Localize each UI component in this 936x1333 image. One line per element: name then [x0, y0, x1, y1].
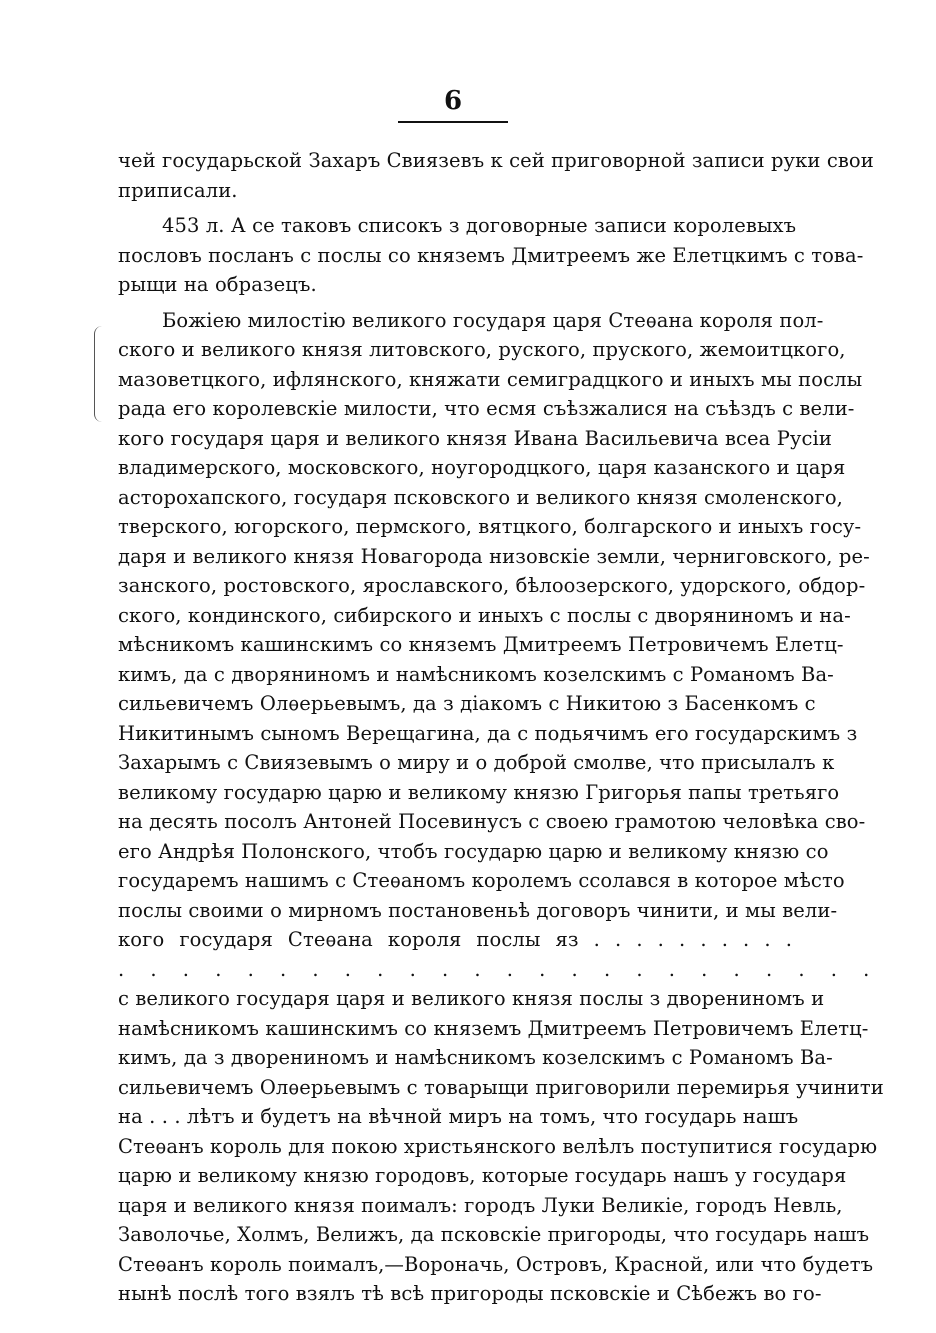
text-line: сильевичемъ Олѳерьевымъ с товарыщи приговорили перемирья учинити [118, 1075, 884, 1099]
text-line: пословъ посланъ с послы со княземъ Дмитреемъ же Елетцкимъ с това- [118, 243, 864, 267]
page-number-rule [398, 121, 508, 123]
text-line: Стеѳанъ король поималъ,—Вороначь, Островъ, Красной, или что будетъ [118, 1252, 874, 1276]
text-line: даря и великого князя Новагорода низовскіе земли, черниговского, ре- [118, 544, 870, 568]
text-line: Захарымъ с Свиязевымъ о миру и о доброй смолве, что присылалъ к [118, 751, 835, 774]
text-line: Стеѳанъ король для покою христьянского велѣлъ поступитися государю [118, 1134, 878, 1158]
text-line: его Андрѣя Полонского, чтобъ государю царю и великому князю со [118, 839, 829, 863]
text-line: Божіею милостію великого государя царя Стеѳана короля пол- [162, 308, 824, 332]
text-line: кимъ, да з дворениномъ и намѣсникомъ козелскимъ с Романомъ Ва- [118, 1046, 833, 1069]
text-line: царя и великого князя поималъ: городъ Луки Великіе, городъ Невль, [118, 1193, 843, 1217]
page-number: 6 [443, 86, 463, 116]
text-line: чей государьской Захаръ Свиязевъ к сей приговорной записи руки свои [118, 149, 874, 172]
text-line: с великого государя царя и великого князя послы з дворениномъ и [118, 987, 825, 1010]
text-line: Никитинымъ сыномъ Верещагина, да с подьячимъ его государскимъ з [118, 721, 858, 745]
text-line: царю и великому князю городовъ, которые государь нашъ у государя [118, 1164, 847, 1187]
text-line: асторохапского, государя псковского и великого князя смоленского, [118, 485, 843, 509]
text-line: ского и великого князя литовского, руского, пруского, жемоитцкого, [118, 338, 846, 361]
text-line: рада его королевскіе милости, что есмя съѣзжалися на съѣздъ с вели- [118, 397, 855, 420]
text-line: на десять посолъ Антоней Посевинусъ с своею грамотою человѣка сво- [118, 810, 866, 833]
text-line: Заволочье, Холмъ, Велижъ, да псковскіе пригороды, что государь нашъ [118, 1223, 870, 1246]
text-line: мѣсникомъ кашинскимъ со княземъ Дмитреемъ Петровичемъ Елетц- [118, 633, 844, 656]
text-line: владимерского, московского, ноугородцкого, царя казанского и царя [118, 456, 846, 479]
body-text [118, 146, 884, 1309]
text-line: 453 л. А се таковъ списокъ з договорные записи королевыхъ [162, 214, 797, 237]
ellipsis-line: . . . . . . . . . . . . . . . . . . . . . . . . [118, 957, 880, 981]
text-line: ского, кондинского, сибирского и иныхъ с послы с дворяниномъ и на- [118, 603, 851, 627]
text-line: великому государю царю и великому князю Григорья папы третьяго [118, 780, 840, 804]
text-line: на . . . лѣтъ и будетъ на вѣчной миръ на томъ, что государь нашъ [118, 1105, 799, 1128]
text-line: государемъ нашимъ с Стеѳаномъ королемъ ссолався в которое мѣсто [118, 869, 845, 892]
text-line: послы своими о мирномъ постановеньѣ договоръ чинити, и мы вели- [118, 898, 838, 922]
text-line: намѣсникомъ кашинскимъ со княземъ Дмитреемъ Петровичемъ Елетц- [118, 1016, 869, 1040]
text-line: нынѣ послѣ того взялъ тѣ всѣ пригороды псковскіе и Сѣбежъ во го- [118, 1282, 822, 1305]
text-line: рыщи на образецъ. [118, 273, 317, 296]
text-line: кого государя царя и великого князя Ивана Васильевича всеа Русіи [118, 426, 832, 450]
text-line: мазоветцкого, ифлянского, княжати семиградцкого и иныхъ мы послы [118, 367, 863, 391]
margin-bracket-mark [94, 326, 105, 422]
text-line: кого государя Стеѳана короля послы яз . . . . . . . . . . [118, 928, 792, 951]
text-line: занского, ростовского, ярославского, бѣлоозерского, удорского, обдор- [118, 574, 866, 597]
text-line: приписали. [118, 178, 238, 202]
text-line: сильевичемъ Олѳерьевымъ, да з діакомъ с Никитою з Басенкомъ с [118, 692, 816, 715]
text-line: тверского, югорского, пермского, вятцкого, болгарского и иныхъ госу- [118, 515, 862, 538]
text-line: кимъ, да с дворяниномъ и намѣсникомъ козелскимъ с Романомъ Ва- [118, 662, 834, 686]
